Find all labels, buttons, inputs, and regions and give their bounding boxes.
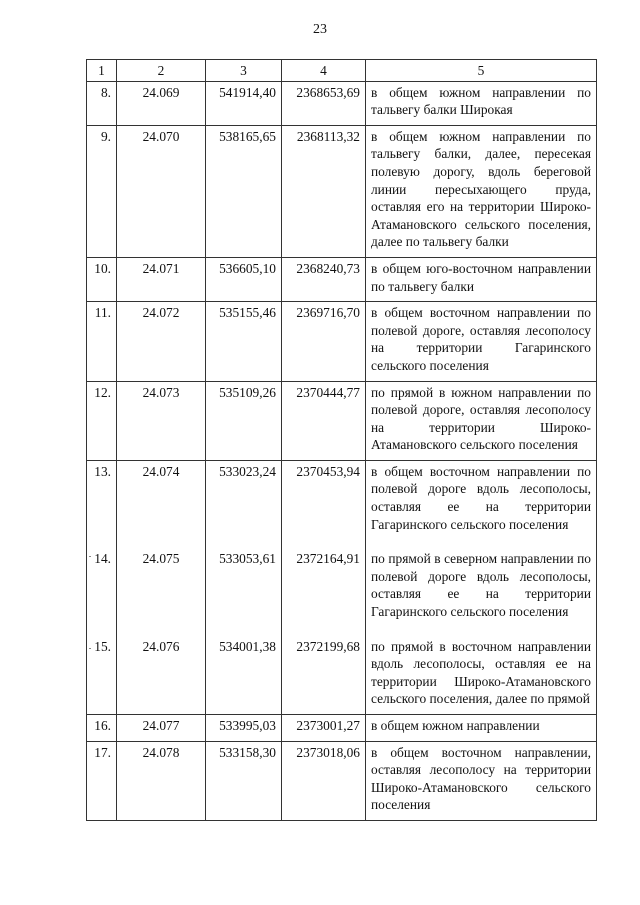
column-header: 5 — [366, 60, 597, 82]
point-code: 24.073 — [117, 381, 206, 460]
boundary-description: в общем южном направлении по тальвегу балки Широкая — [366, 81, 597, 125]
coordinate-y: 2370453,94 — [282, 460, 366, 539]
boundary-description: в общем восточном направлении по полевой дороге вдоль лесополосы, оставляя ее на территории Гагаринского сельского поселения — [366, 460, 597, 539]
coordinate-x: 535109,26 — [206, 381, 282, 460]
coordinate-y: 2370444,77 — [282, 381, 366, 460]
coordinate-x: 533023,24 — [206, 460, 282, 539]
row-number: 10. — [87, 257, 117, 301]
table-row — [87, 539, 597, 626]
point-code: 24.071 — [117, 257, 206, 301]
table-row — [87, 460, 597, 539]
row-number: 13. — [87, 460, 117, 539]
row-number: 12. — [87, 381, 117, 460]
boundary-description: в общем восточном направлении, оставляя лесополосу на территории Широко-Атамановского сельского поселения — [366, 741, 597, 820]
coordinate-y: 2368113,32 — [282, 125, 366, 257]
row-number: 9. — [87, 125, 117, 257]
coordinate-x: 534001,38 — [206, 627, 282, 715]
table-row — [87, 741, 597, 820]
point-code: 24.074 — [117, 460, 206, 539]
boundary-description: в общем южном направлении по тальвегу балки, далее, пересекая полевую дорогу, вдоль береговой линии пересыхающего пруда, оставляя его на территории Широко-Атамановского сельского поселения, далее по тальвегу балки — [366, 125, 597, 257]
column-header: 1 — [87, 60, 117, 82]
boundary-points-table — [86, 59, 597, 821]
point-code: 24.077 — [117, 715, 206, 742]
table-row — [87, 381, 597, 460]
column-header: 3 — [206, 60, 282, 82]
table-row — [87, 715, 597, 742]
coordinate-y: 2372164,91 — [282, 539, 366, 626]
coordinate-x: 541914,40 — [206, 81, 282, 125]
coordinate-y: 2372199,68 — [282, 627, 366, 715]
coordinate-x: 533158,30 — [206, 741, 282, 820]
coordinate-y: 2373001,27 — [282, 715, 366, 742]
point-code: 24.070 — [117, 125, 206, 257]
table-row — [87, 125, 597, 257]
coordinate-y: 2368653,69 — [282, 81, 366, 125]
point-code: 24.075 — [117, 539, 206, 626]
point-code: 24.078 — [117, 741, 206, 820]
coordinate-x: 538165,65 — [206, 125, 282, 257]
coordinate-y: 2373018,06 — [282, 741, 366, 820]
row-number: 11. — [87, 302, 117, 381]
boundary-description: в общем восточном направлении по полевой дороге, оставляя лесополосу на территории Гагаринского сельского поселения — [366, 302, 597, 381]
point-code: 24.076 — [117, 627, 206, 715]
row-number: 16. — [87, 715, 117, 742]
row-number: 15. — [87, 627, 117, 715]
row-number: 17. — [87, 741, 117, 820]
boundary-description: по прямой в восточном направлении вдоль лесополосы, оставляя ее на территории Широко-Атамановского сельского поселения, далее по прямой — [366, 627, 597, 715]
page-number: 23 — [313, 22, 327, 37]
table-row — [87, 302, 597, 381]
column-header: 2 — [117, 60, 206, 82]
point-code: 24.069 — [117, 81, 206, 125]
coordinate-y: 2368240,73 — [282, 257, 366, 301]
coordinate-x: 535155,46 — [206, 302, 282, 381]
coordinate-x: 533995,03 — [206, 715, 282, 742]
boundary-description: по прямой в южном направлении по полевой дороге, оставляя лесополосу на территории Широко-Атамановского сельского поселения — [366, 381, 597, 460]
boundary-description: в общем южном направлении — [366, 715, 597, 742]
table-row — [87, 81, 597, 125]
boundary-description: по прямой в северном направлении по полевой дороге вдоль лесополосы, оставляя ее на территории Гагаринского сельского поселения — [366, 539, 597, 626]
table-row — [87, 627, 597, 715]
column-header: 4 — [282, 60, 366, 82]
table-header-row — [87, 60, 597, 82]
coordinate-y: 2369716,70 — [282, 302, 366, 381]
point-code: 24.072 — [117, 302, 206, 381]
row-number: 14. — [87, 539, 117, 626]
coordinate-x: 536605,10 — [206, 257, 282, 301]
table-row — [87, 257, 597, 301]
boundary-description: в общем юго-восточном направлении по тальвегу балки — [366, 257, 597, 301]
coordinate-x: 533053,61 — [206, 539, 282, 626]
row-number: 8. — [87, 81, 117, 125]
